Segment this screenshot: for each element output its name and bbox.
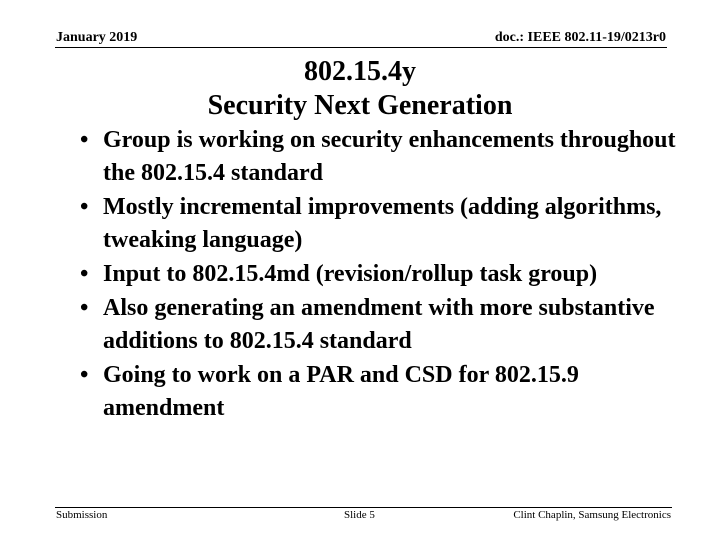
footer-author: Clint Chaplin, Samsung Electronics bbox=[513, 509, 671, 521]
bullet-item bbox=[80, 292, 690, 358]
bullet-text: Group is working on security enhancements throughout the 802.15.4 standard bbox=[103, 127, 676, 186]
footer-divider bbox=[55, 507, 672, 508]
slide-title bbox=[140, 55, 580, 123]
bullet-text: Going to work on a PAR and CSD for 802.15.9 amendment bbox=[103, 362, 579, 421]
bullet-marker: • bbox=[80, 261, 89, 287]
footer-slide-number: Slide 5 bbox=[344, 509, 375, 521]
bullet-item bbox=[80, 124, 690, 190]
footer-submission: Submission bbox=[56, 509, 108, 521]
bullet-marker: • bbox=[80, 295, 89, 321]
header-divider bbox=[55, 47, 667, 48]
bullet-text: Also generating an amendment with more substantive additions to 802.15.4 standard bbox=[103, 295, 655, 354]
bullet-item bbox=[80, 359, 690, 425]
bullet-item bbox=[80, 191, 690, 257]
bullet-text: Input to 802.15.4md (revision/rollup task group) bbox=[103, 261, 598, 287]
bullet-item bbox=[80, 258, 690, 291]
title-line-2: Security Next Generation bbox=[207, 90, 513, 121]
bullet-list bbox=[80, 124, 690, 426]
title-line-1: 802.15.4y bbox=[304, 56, 416, 87]
bullet-text: Mostly incremental improvements (adding algorithms, tweaking language) bbox=[103, 194, 662, 253]
header-date: January 2019 bbox=[56, 30, 138, 45]
bullet-marker: • bbox=[80, 194, 89, 220]
bullet-marker: • bbox=[80, 127, 89, 153]
header-doc-id: doc.: IEEE 802.11-19/0213r0 bbox=[494, 30, 666, 45]
bullet-marker: • bbox=[80, 362, 89, 388]
